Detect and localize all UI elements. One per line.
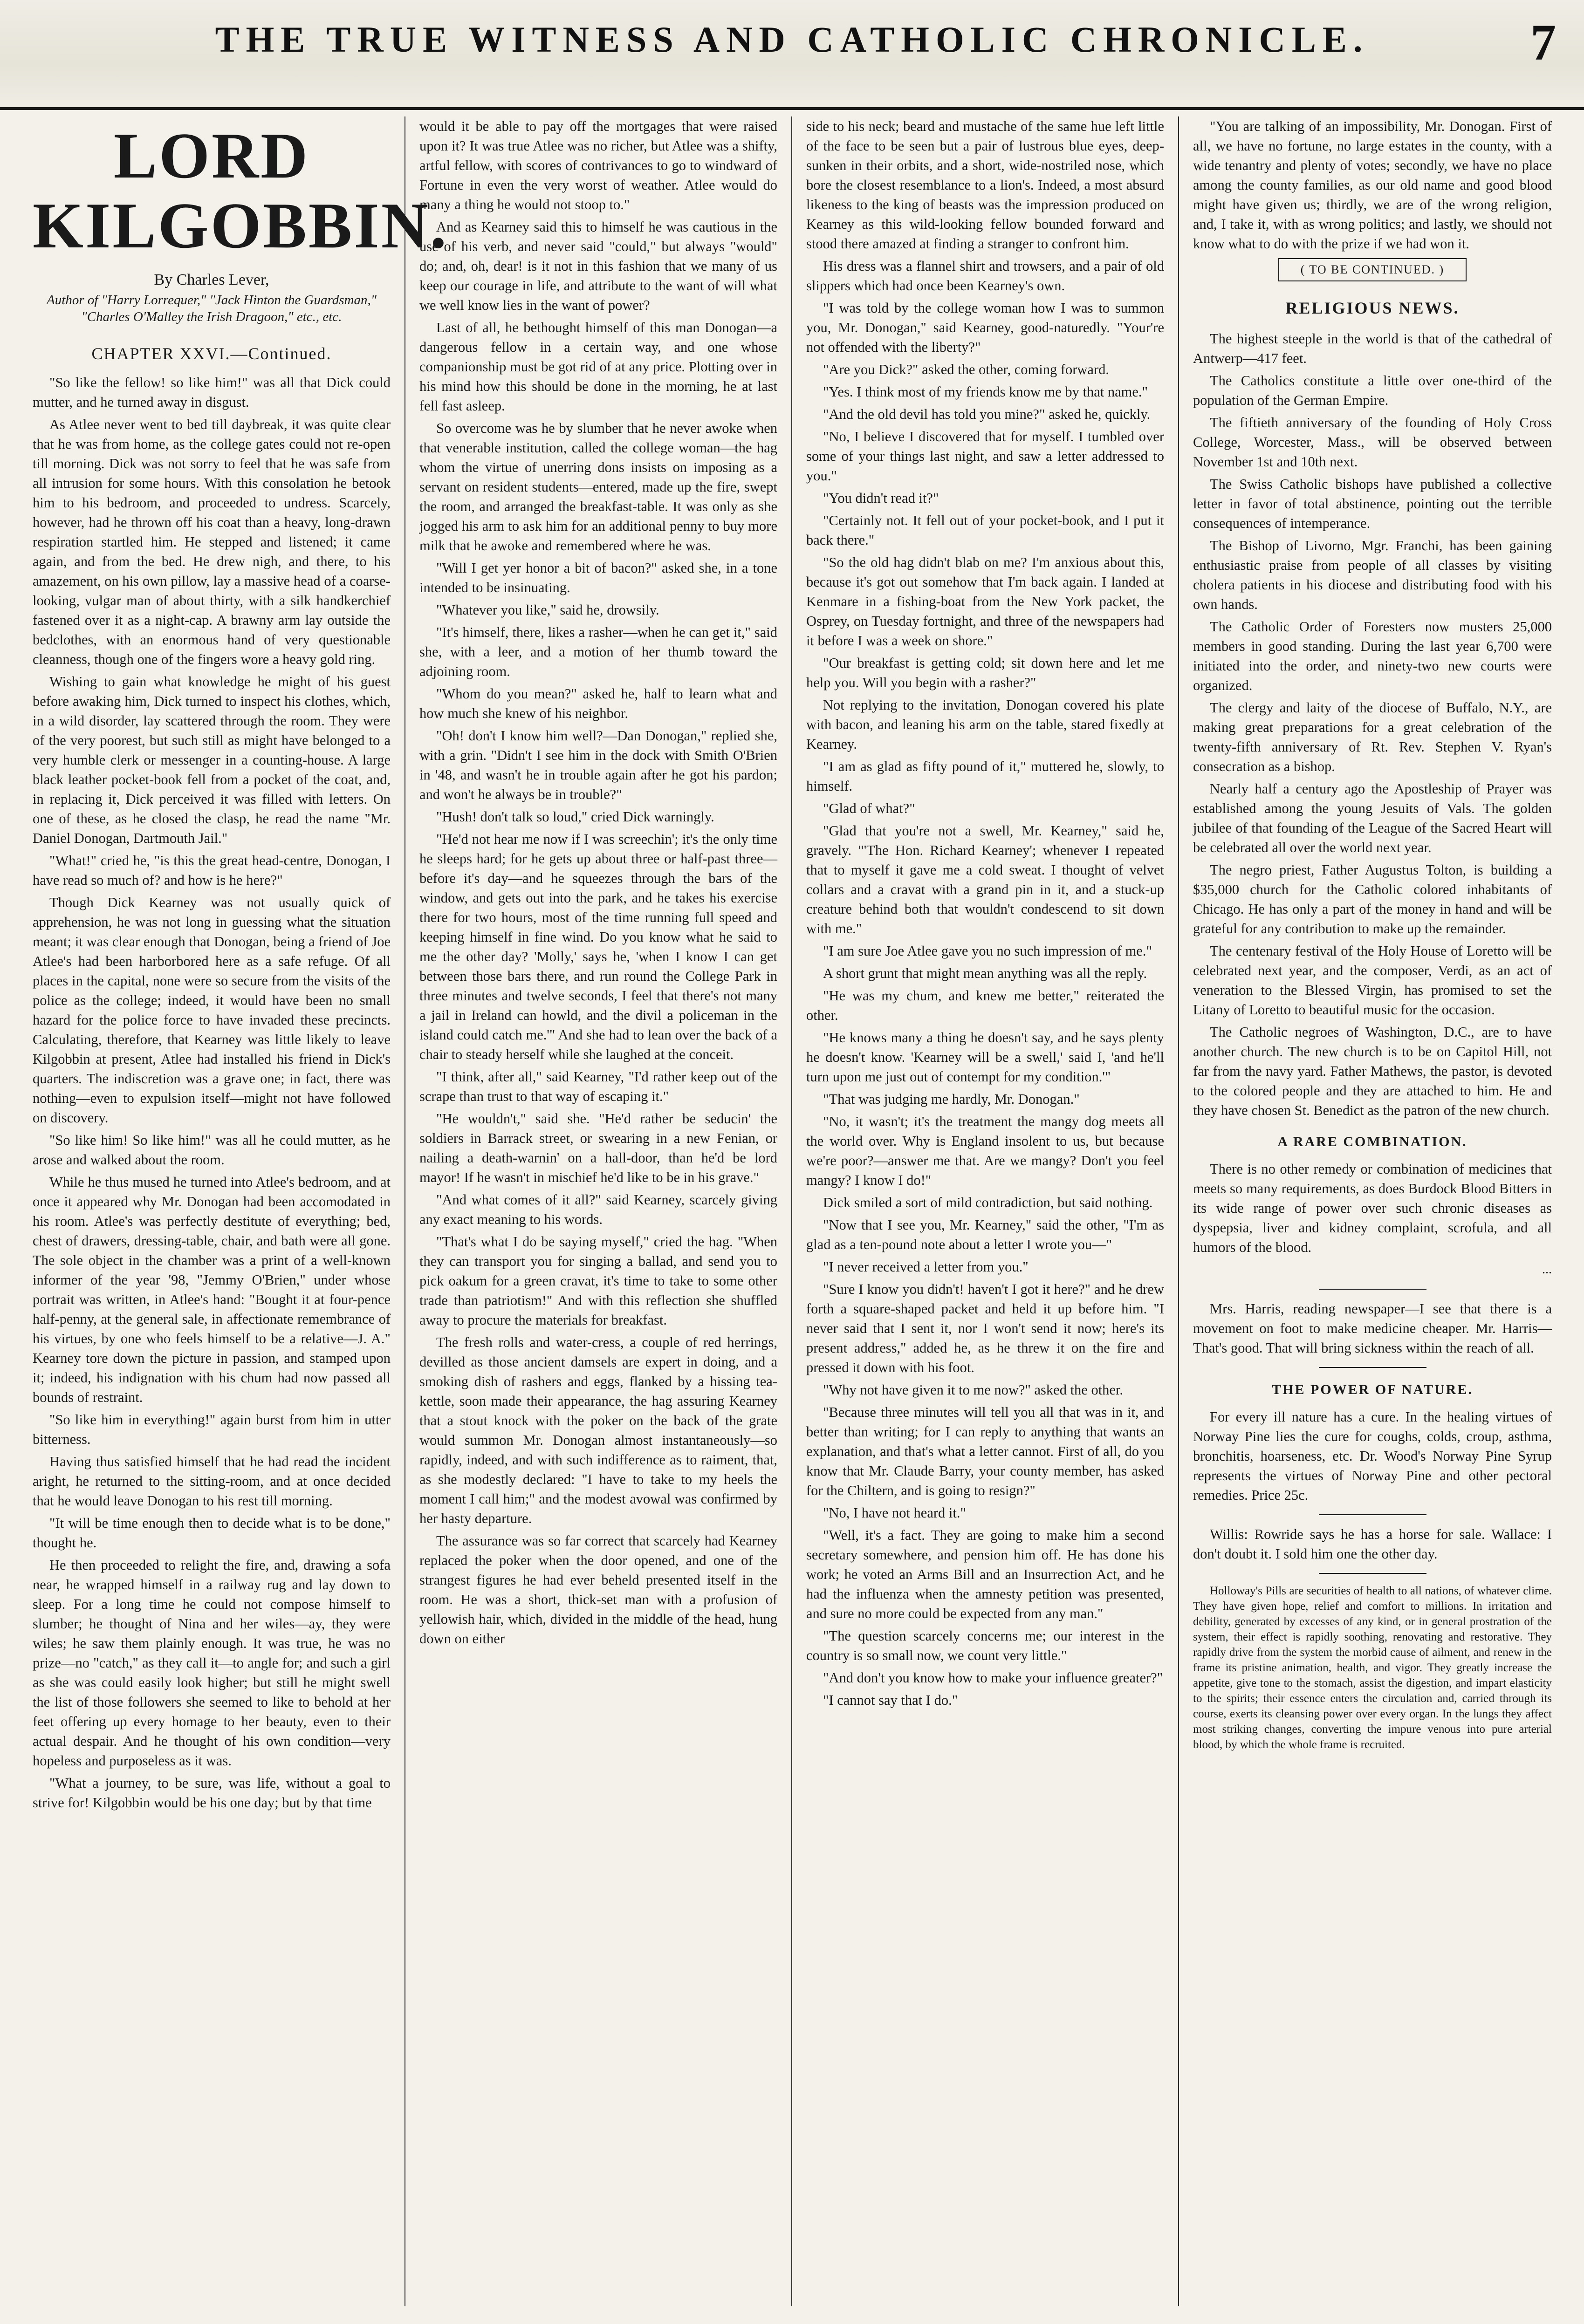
paragraph: A short grunt that might mean anything was all the reply. — [823, 965, 1147, 981]
paragraph: "What!" cried he, "is this the great head-centre, Donogan, I have read so much of? and how is he here?" — [33, 853, 391, 888]
paragraph: "Because three minutes will tell you all that was in it, and better than writing; for I can reply to anything that wants an explanation, and that's what a letter cannot. First of all, do you know that Mr. Claude Barry, your county member, has asked for the Chiltern, and is going to resign?" — [806, 1404, 1164, 1498]
newspaper-title: THE TRUE WITNESS AND CATHOLIC CHRONICLE. — [215, 19, 1369, 60]
paragraph: "Why not have given it to me now?" asked the other. — [823, 1382, 1124, 1398]
paragraph: "That's what I do be saying myself," cried the hag. "When they can transport you for singing a ballad, and send you to pick oakum for a green cravat, it's time to take to some other trade than patriotism!" And with this reflection she shuffled away to procure the materials for breakfast. — [419, 1234, 777, 1328]
paragraph: "Well, it's a fact. They are going to make him a second secretary somewhere, and pension him off. He has done his work; he voted an Arms Bill and an Insurrection Act, and he had the influenza when the amnesty petition was presented, and sure no more could be expected from any man." — [806, 1527, 1164, 1621]
news-item: The Bishop of Livorno, Mgr. Franchi, has been gaining enthusiastic praise from people of all classes by visiting cholera patients in his diocese and distributing food with his own hands. — [1193, 538, 1552, 612]
paragraph: The assurance was so far correct that scarcely had Kearney replaced the poker when the door opened, and one of the strangest figures he had ever beheld presented itself in the room. He was a short, thick-set man with a profusion of yellowish hair, which, divided in the middle of the head, hung down on either — [419, 1533, 777, 1647]
paragraph: "He knows many a thing he doesn't say, and he says plenty he doesn't know. 'Kearney will be a swell,' said I, 'and he'll turn upon me just out of contempt for my condition.'" — [806, 1030, 1164, 1085]
paragraph: "So like him in everything!" again burst from him in utter bitterness. — [33, 1412, 391, 1447]
rare-combination-heading: A RARE COMBINATION. — [1277, 1134, 1467, 1149]
paragraph: Last of all, he bethought himself of this man Donogan—a dangerous fellow in a certain way, and one whose companionship must be got rid of at any price. Plotting over in his mind how this should be done in the morning, he at last fell fast asleep. — [419, 320, 777, 414]
paragraph: "So like the fellow! so like him!" was all that Dick could mutter, and he turned away in disgust. — [33, 375, 391, 410]
paragraph: "He'd not hear me now if I was screechin'; it's the only time he sleeps hard; for he gets up about three or half-past three—before it's day—and he squeezes through the bars of the window, and gets out into the park, and he takes his exercise there for two hours, most of the time running full speed and keeping himself in fine wind. Do you know what he said to me the other day? 'Molly,' says he, 'when I know I can get between those bars there, and run round the College Park in three minutes and twelve seconds, I feel that there's not many a jail in Ireland can howld, and the divil a policeman in the island could catch me.'" And she had to lean over the back of a chair to steady herself while she laughed at the conceit. — [419, 831, 777, 1062]
column-3 — [792, 116, 1179, 2306]
column-2 — [405, 116, 792, 2306]
news-item: The Catholics constitute a little over one-third of the population of the German Empire. — [1193, 373, 1552, 408]
byline-works: Author of "Harry Lorrequer," "Jack Hinton the Guardsman," "Charles O'Malley the Irish Dragoon," etc., etc. — [47, 293, 377, 324]
masthead — [0, 0, 1584, 110]
paragraph: "You didn't read it?" — [823, 490, 939, 506]
paragraph: "It will be time enough then to decide what is to be done," thought he. — [33, 1515, 391, 1551]
paragraph: "Hush! don't talk so loud," cried Dick warningly. — [436, 809, 714, 825]
paragraph: While he thus mused he turned into Atlee's bedroom, and at once it appeared why Mr. Donogan had been accomodated in his room. Atlee's was perfectly destitute of everything; bed, chest of drawers, dressing-table, chair, and bath were all gone. The sole object in the chamber was a print of a well-known informer of the year '98, "Jemmy O'Brien," under whose portrait was written, in Atlee's hand: "Bought it at four-pence half-penny, at the general sale, in affectionate remembrance of his virtues, by one who feels himself to be a relative—J. A." Kearney tore down the picture in passion, and stamped upon it; indeed, his indignation with his chum had now passed all bounds of restraint. — [33, 1174, 391, 1405]
paragraph: Wishing to gain what knowledge he might of his guest before awaking him, Dick turned to inspect his clothes, which, in a wild disorder, lay scattered through the room. They were of the very poorest, but such still as might have belonged to a very humble clerk or messenger in a counting-house. A large black leather pocket-book fell from a pocket of the coat, and, in replacing it, Dick perceived it was filled with letters. On one of these, as he closed the clasp, he read the name "Mr. Daniel Donogan, Dartmouth Jail." — [33, 674, 391, 846]
paragraph: "So the old hag didn't blab on me? I'm anxious about this, because it's got out somehow that I'm back again. I landed at Kenmare in a fishing-boat from the New York packet, the Osprey, on Tuesday fortnight, and three of the newspapers had it before I was a week on shore." — [806, 554, 1164, 649]
paragraph: Having thus satisfied himself that he had read the incident aright, he returned to the sitting-room, and at once decided that he would leave Donogan to his rest till morning. — [33, 1454, 391, 1509]
paragraph: "No, I believe I discovered that for myself. I tumbled over some of your things last night, and saw a letter addressed to you." — [806, 429, 1164, 484]
paragraph: He then proceeded to relight the fire, and, drawing a sofa near, he wrapped himself in a railway rug and lay down to sleep. For a long time he could not compose himself to slumber; he thought of Nina and her wiles—ay, they were wiles; he saw them plainly enough. It was true, he was no prize—no "catch," as they call it—to angle for; and such a girl as she was could easily look higher; but still he might swell the list of those followers she seemed to like to behold at her feet offering up every homage to her beauty, even to their actual despair. And he thought of his own condition—very hopeless and purposeless as it was. — [33, 1557, 391, 1769]
news-item: The highest steeple in the world is that of the cathedral of Antwerp—417 feet. — [1193, 331, 1552, 366]
news-item: The negro priest, Father Augustus Tolton, is building a $35,000 church for the Catholic colored inhabitants of Chicago. He has only a part of the money in hand and will be grateful for any contribution to make up the remainder. — [1193, 862, 1552, 936]
paragraph: "No, I have not heard it." — [823, 1505, 966, 1521]
paragraph: So overcome was he by slumber that he never awoke when that venerable institution, called the college woman—the hag whom the virtue of unerring dons insists on imposing as a servant on resident students—entered, made up the fire, swept the room, and arranged the breakfast-table. It was only as she jogged his arm to ask him for an additional penny to buy more milk that he awoke and remembered where he was. — [419, 420, 777, 554]
paragraph: And as Kearney said this to himself he was cautious in the use of his verb, and never said "could," but always "would" do; and, oh, dear! is it not in this fashion that we many of us keep our courage in life, and attribute to the want of will what we well know lies in the want of power? — [419, 219, 777, 313]
paragraph: "And what comes of it all?" said Kearney, scarcely giving any exact meaning to his words. — [419, 1192, 777, 1227]
news-item: The fiftieth anniversary of the founding of Holy Cross College, Worcester, Mass., will be observed between November 1st and 10th next. — [1193, 415, 1552, 470]
paragraph: "And don't you know how to make your influence greater?" — [823, 1670, 1163, 1686]
news-item: The clergy and laity of the diocese of Buffalo, N.Y., are making great preparations for a great celebration of the twenty-fifth anniversary of Rt. Rev. Stephen V. Ryan's consecration as a bishop. — [1193, 700, 1552, 774]
to-be-continued: ( TO BE CONTINUED. ) — [1278, 258, 1467, 281]
holloway-text: Holloway's Pills are securities of health to all nations, of whatever clime. They have given hope, relief and comfort to millions. In irritation and debility, generated by excesses of any kind, or in general prostration of the system, their effect is rapidly soothing, renovating and restorative. They rapidly drive from the system the morbid cause of ailment, and renew in the frame its pristine animation, health, and vigor. They greatly increase the appetite, give tone to the stomach, assist the digestion, and impart elasticity to the spirits; their essence enters the circulation and, carried through its course, exerts its cleansing power over every organ. In the lungs they affect most striking changes, converting the impure venous into pure arterial blood, by which the whole frame is recruited. — [1193, 1585, 1552, 1751]
paragraph: "Our breakfast is getting cold; sit down here and let me help you. Will you begin with a rasher?" — [806, 655, 1164, 690]
page-number: 7 — [1530, 14, 1556, 71]
paragraph: The fresh rolls and water-cress, a couple of red herrings, devilled as those ancient damsels are expert in doing, and a smoking dish of rashers and eggs, flanked by a hissing tea-kettle, soon made their appearance, the hag assuring Kearney that a stout knock with the poker on the back of the grate would summon Mr. Donogan almost instantaneously—so rapidly, indeed, and with such indifference as to raiment, that, as she modestly declared: "I have to take to my heels the moment I call him;" and the modest avowal was confirmed by her hasty departure. — [419, 1334, 777, 1526]
power-of-nature-heading: THE POWER OF NATURE. — [1272, 1382, 1473, 1397]
paragraph: Dick smiled a sort of mild contradiction, but said nothing. — [823, 1195, 1153, 1210]
paragraph: "Whom do you mean?" asked he, half to learn what and how much she knew of his neighbor. — [419, 686, 777, 721]
paragraph: "Whatever you like," said he, drowsily. — [436, 602, 659, 618]
columns — [19, 116, 1566, 2306]
news-item: Nearly half a century ago the Apostleship of Prayer was established among the young Jesuits of Vals. The golden jubilee of that founding of the League of the Sacred Heart will be celebrated all over the world next year. — [1193, 781, 1552, 855]
rare-combination-text: There is no other remedy or combination of medicines that meets so many requirements, as does Burdock Blood Bitters in its wide range of power over such chronic diseases as dyspepsia, liver and kidney complaint, scrofula, and all humors of the blood. — [1193, 1161, 1552, 1255]
paragraph: side to his neck; beard and mustache of the same hue left little of the face to be seen but a pair of lustrous blue eyes, deep-sunken in their orbits, and a short, wide-nostriled nose, which bore the closest resemblance to a lion's. Indeed, a most absurd likeness to the king of beasts was the impression produced on Kearney as this wild-looking fellow bounded forward and stood there amazed at finding a stranger to confront him. — [806, 118, 1164, 252]
paragraph: "Glad that you're not a swell, Mr. Kearney," said he, gravely. "'The Hon. Richard Kearney'; whenever I repeated that to myself it gave me a cold sweat. I thought of velvet collars and a cravat with a grand pin in it, and a stuck-up creature behind both that wouldn't condescend to sit down with me." — [806, 823, 1164, 936]
religious-news-heading: RELIGIOUS NEWS. — [1285, 299, 1460, 317]
paragraph: "No, it wasn't; it's the treatment the mangy dog meets all the world over. Why is England insolent to us, but because we're poor?—answer me that. Are we mangy? Don't you feel mangy? I know I do!" — [806, 1114, 1164, 1188]
paragraph: "And the old devil has told you mine?" asked he, quickly. — [823, 406, 1151, 422]
paragraph: "It's himself, there, likes a rasher—when he can get it," said she, with a leer, and a motion of her thumb toward the adjoining room. — [419, 624, 777, 679]
column-1 — [19, 116, 448, 2306]
paragraph: "Glad of what?" — [823, 800, 915, 816]
divider — [1319, 1514, 1426, 1515]
power-of-nature-text: For every ill nature has a cure. In the healing virtues of Norway Pine lies the cure for coughs, colds, croup, asthma, bronchitis, hoarseness, etc. Dr. Wood's Norway Pine Syrup represents the virtues of Norway Pine and other pectoral remedies. Price 25c. — [1193, 1409, 1552, 1503]
news-item: The Catholic negroes of Washington, D.C., are to have another church. The new church is to be on Capitol Hill, not far from the navy yard. Father Mathews, the pastor, is devoted to the colored people and they are attached to him. He and they have chosen St. Benedict as the patron of the new church. — [1193, 1024, 1552, 1118]
paragraph: "I am sure Joe Atlee gave you no such impression of me." — [823, 943, 1152, 959]
paragraph: "I am as glad as fifty pound of it," muttered he, slowly, to himself. — [806, 759, 1164, 794]
divider — [1319, 1289, 1426, 1290]
paragraph: "Oh! don't I know him well?—Dan Donogan," replied she, with a grin. "Didn't I see him in the dock with Smith O'Brien in '48, and wasn't he in trouble again after he got his pardon; and won't he always be in trouble?" — [419, 728, 777, 802]
willis-text: Willis: Rowride says he has a horse for sale. Wallace: I don't doubt it. I sold him one the other day. — [1193, 1526, 1552, 1562]
paragraph: "The question scarcely concerns me; our interest in the country is so small now, we count very little." — [806, 1628, 1164, 1663]
divider — [1319, 1367, 1426, 1368]
paragraph: "He was my chum, and knew me better," reiterated the other. — [806, 988, 1164, 1023]
paragraph: "So like him! So like him!" was all he could mutter, as he arose and walked about the room. — [33, 1132, 391, 1168]
rare-combination-trail: ... — [1542, 1262, 1552, 1277]
story-title: LORD KILGOBBIN. — [33, 120, 448, 262]
paragraph: "I never received a letter from you." — [823, 1259, 1029, 1275]
paragraph: "Certainly not. It fell out of your pocket-book, and I put it back there." — [806, 513, 1164, 548]
paragraph: would it be able to pay off the mortgages that were raised upon it? It was true Atlee was no richer, but Atlee was a shifty, artful fellow, with scores of contrivances to go to windward of Fortune in even the very worst of weather. Atlee would do many a thing he would not stoop to." — [419, 118, 777, 212]
paragraph: "I think, after all," said Kearney, "I'd rather keep out of the scrape than trust to that way of escaping it." — [419, 1069, 777, 1104]
paragraph: "Will I get yer honor a bit of bacon?" asked she, in a tone intended to be insinuating. — [419, 560, 777, 595]
paragraph: "That was judging me hardly, Mr. Donogan." — [823, 1091, 1080, 1107]
paragraph: Not replying to the invitation, Donogan covered his plate with bacon, and leaning his arm on the table, stared fixedly at Kearney. — [806, 697, 1164, 752]
divider — [1319, 1573, 1426, 1574]
paragraph: "Now that I see you, Mr. Kearney," said the other, "I'm as glad as a ten-pound note about a letter I wrote you—" — [806, 1217, 1164, 1252]
paragraph: "I cannot say that I do." — [823, 1692, 958, 1708]
paragraph: "Yes. I think most of my friends know me by that name." — [823, 384, 1148, 400]
paragraph: Though Dick Kearney was not usually quick of apprehension, he was not long in guessing what the situation meant; it was clear enough that Donogan, being a friend of Joe Atlee's had been harborbored here as a safe refuge. Of all places in the capital, none were so secure from the visits of the police as the college; indeed, it would have been no small hazard for the police force to have invaded these precincts. Calculating, therefore, that Kearney was little likely to leave Kilgobbin at present, Atlee had installed his friend in Dick's quarters. The indiscretion was a grave one; in fact, there was nothing—even to expulsion itself—might not have followed on discovery. — [33, 895, 391, 1126]
paragraph: "I was told by the college woman how I was to summon you, Mr. Donogan," said Kearney, good-naturedly. "Your're not offended with the liberty?" — [806, 300, 1164, 355]
byline: By Charles Lever, — [154, 271, 269, 288]
column-4 — [1179, 116, 1566, 2306]
news-item: The centenary festival of the Holy House of Loretto will be celebrated next year, and the composer, Verdi, as an act of veneration to the Blessed Virgin, has promised to set the Litany of Loretto to beautiful music for the occasion. — [1193, 943, 1552, 1018]
paragraph: "What a journey, to be sure, was life, without a goal to strive for! Kilgobbin would be his one day; but by that time — [33, 1775, 391, 1811]
news-item: The Swiss Catholic bishops have published a collective letter in favor of total abstinence, pointing out the terrible consequences of intemperance. — [1193, 476, 1552, 531]
paragraph: As Atlee never went to bed till daybreak, it was quite clear that he was from home, as the college gates could not re-open till morning. Dick was not sorry to feel that he was safe from all intrusion for some hours. With this consolation he betook him to his bedroom, and proceeded to undress. Scarcely, however, had he thrown off his coat than a heavy, long-drawn respiration startled him. He stepped and listened; it came again, and from the bed. He drew nigh, and there, to his amazement, on his own pillow, lay a massive head of a coarse-looking, vulgar man of about thirty, with a silk handkerchief fastened over it as a night-cap. A brawny arm lay outside the bedclothes, with an enormous hand of very questionable cleanness, though one of the fingers wore a heavy gold ring. — [33, 417, 391, 667]
paragraph: "Are you Dick?" asked the other, coming forward. — [823, 362, 1109, 377]
paragraph: "Sure I know you didn't! haven't I got it here?" and he drew forth a square-shaped packet and held it up before him. "I never said that I sent it, nor I won't send it now; here's its present address," added he, as he threw it on the fire and pressed it down with his foot. — [806, 1281, 1164, 1375]
harris-text: Mrs. Harris, reading newspaper—I see that there is a movement on foot to make medicine cheaper. Mr. Harris—That's good. That will bring sickness within the reach of all. — [1193, 1301, 1552, 1356]
news-item: The Catholic Order of Foresters now musters 25,000 members in good standing. During the last year 6,700 were initiated into the order, and ninety-two new courts were organized. — [1193, 619, 1552, 693]
paragraph: "He wouldn't," said she. "He'd rather be seducin' the soldiers in Barrack street, or swearing in a new Fenian, or nailing a death-warnin' on a hall-door, than he'd be lord mayor! If he wasn't in mischief he'd like to be in his grave." — [419, 1111, 777, 1185]
paragraph: His dress was a flannel shirt and trowsers, and a pair of old slippers which had once been Kearney's own. — [806, 258, 1164, 294]
paragraph: "You are talking of an impossibility, Mr. Donogan. First of all, we have no fortune, no large estates in the county, with a wide tenantry and plenty of votes; secondly, we have no place among the county families, as our old name and good blood might have given us; thirdly, we are of the wrong religion, and, I take it, with as wrong politics; and lastly, we should not know what to do with the prize if we had won it. — [1193, 118, 1552, 252]
chapter-heading: CHAPTER XXVI.—Continued. — [91, 344, 332, 363]
